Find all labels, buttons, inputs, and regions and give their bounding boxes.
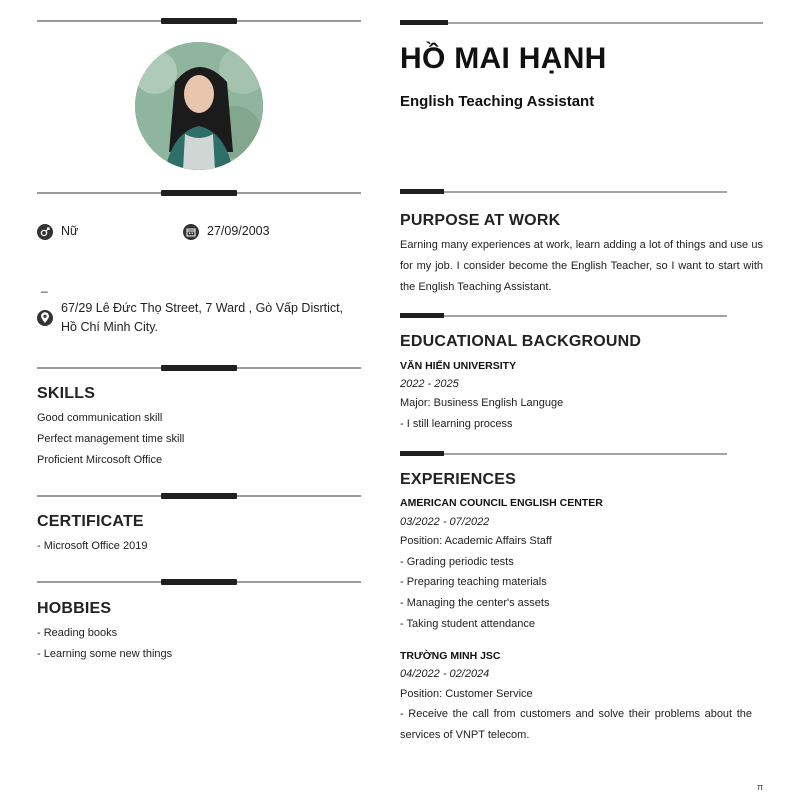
candidate-name: HỒ MAI HẠNH xyxy=(400,42,607,75)
divider-top-right xyxy=(400,20,763,26)
education-title: EDUCATIONAL BACKGROUND xyxy=(400,333,642,350)
gender-value: Nữ xyxy=(61,224,79,238)
job-duty: - Taking student attendance xyxy=(400,618,535,630)
divider-experiences xyxy=(400,451,727,457)
job-duty: - Grading periodic tests xyxy=(400,556,514,568)
certificate-title: CERTIFICATE xyxy=(37,513,144,530)
avatar-photo xyxy=(135,42,263,170)
divider-top-left xyxy=(37,17,361,25)
divider-skills xyxy=(37,364,361,372)
avatar xyxy=(135,42,263,170)
education-dates: 2022 - 2025 xyxy=(400,378,459,390)
school-name: VĂN HIẾN UNIVERSITY xyxy=(400,360,517,372)
certificate-item: - Microsoft Office 2019 xyxy=(37,540,148,552)
footer-mark: π xyxy=(757,782,764,792)
divider-education xyxy=(400,313,727,319)
hobbies-title: HOBBIES xyxy=(37,600,112,617)
location-pin-icon xyxy=(37,310,53,326)
hobby-item: - Learning some new things xyxy=(37,648,173,660)
purpose-text: Earning many experiences at work, learn adding a lot of things and use us for my job. I consider become the English Teacher, so I want to start with the English Teaching Assistant. xyxy=(400,239,763,293)
birthdate-value: 27/09/2003 xyxy=(207,224,270,238)
job-org: AMERICAN COUNCIL ENGLISH CENTER xyxy=(400,497,603,509)
divider-hobbies xyxy=(37,578,361,586)
experiences-title: EXPERIENCES xyxy=(400,471,517,488)
skills-title: SKILLS xyxy=(37,385,96,402)
stray-mark: _ xyxy=(41,279,48,293)
divider-certificate xyxy=(37,492,361,500)
job-duty: - Preparing teaching materials xyxy=(400,576,547,588)
skill-item: Perfect management time skill xyxy=(37,433,185,445)
job-position: Position: Customer Service xyxy=(400,688,533,700)
job-title: English Teaching Assistant xyxy=(400,93,595,110)
job-duty: - Receive the call from customers and solve their problems about the services of VNPT telecom. xyxy=(400,708,752,741)
divider-under-avatar xyxy=(37,189,361,197)
purpose-title: PURPOSE AT WORK xyxy=(400,212,561,229)
job-dates: 03/2022 - 07/2022 xyxy=(400,516,490,528)
education-note: - I still learning process xyxy=(400,418,513,430)
skill-item: Good communication skill xyxy=(37,412,163,424)
job-org: TRƯỜNG MINH JSC xyxy=(400,650,501,662)
job-dates: 04/2022 - 02/2024 xyxy=(400,668,490,680)
calendar-icon xyxy=(183,224,199,240)
divider-purpose xyxy=(400,189,727,195)
job-duty: - Managing the center's assets xyxy=(400,597,550,609)
skill-item: Proficient Mircosoft Office xyxy=(37,454,163,466)
address-line-2: Hồ Chí Minh City. xyxy=(61,320,159,334)
gender-icon xyxy=(37,224,53,240)
education-major: Major: Business English Languge xyxy=(400,397,564,409)
hobby-item: - Reading books xyxy=(37,627,118,639)
address-line-1: 67/29 Lê Đức Thọ Street, 7 Ward , Gò Vấp Disrtict, xyxy=(61,301,344,315)
job-position: Position: Academic Affairs Staff xyxy=(400,535,552,547)
